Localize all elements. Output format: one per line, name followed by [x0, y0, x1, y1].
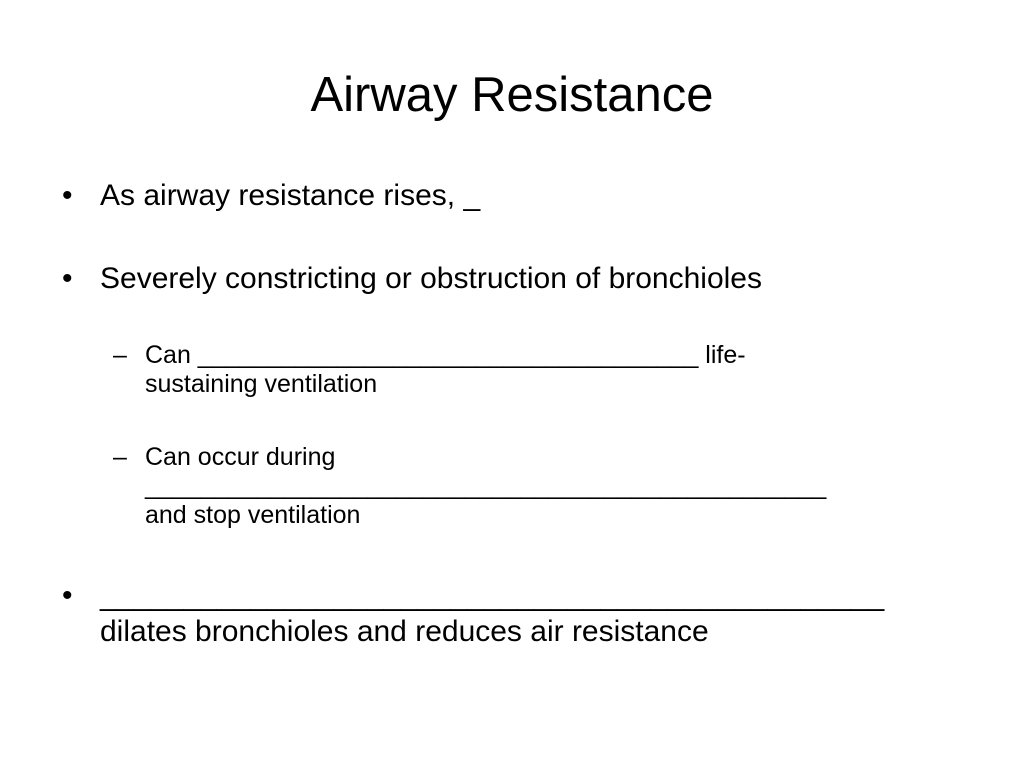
subbullet-line: and stop ventilation — [145, 501, 361, 529]
bullet-text — [100, 178, 930, 214]
bullet-line: As airway resistance rises, _ — [100, 179, 481, 212]
bullet-line: dilates bronchioles and reduces air resistance — [100, 615, 709, 648]
dash-marker: – — [113, 341, 127, 369]
bullet-text — [100, 261, 930, 297]
subbullet-line: sustaining ventilation — [145, 370, 378, 398]
bullet-text — [100, 578, 930, 650]
bullet-line: _______________________________________________ — [100, 579, 885, 612]
subbullet-text — [145, 341, 925, 399]
bullet-marker: • — [62, 262, 73, 295]
slide-title: Airway Resistance — [310, 68, 714, 122]
subbullet-text — [145, 443, 925, 530]
bullet-marker: • — [62, 579, 73, 612]
bullet-line: Severely constricting or obstruction of bronchioles — [100, 262, 762, 295]
subbullet-line: Can ____________________________________ life- — [145, 341, 746, 369]
dash-marker: – — [113, 443, 127, 471]
subbullet-line: _________________________________________________ — [145, 472, 827, 500]
subbullet-line: Can occur during — [145, 443, 336, 471]
bullet-marker: • — [62, 179, 73, 212]
